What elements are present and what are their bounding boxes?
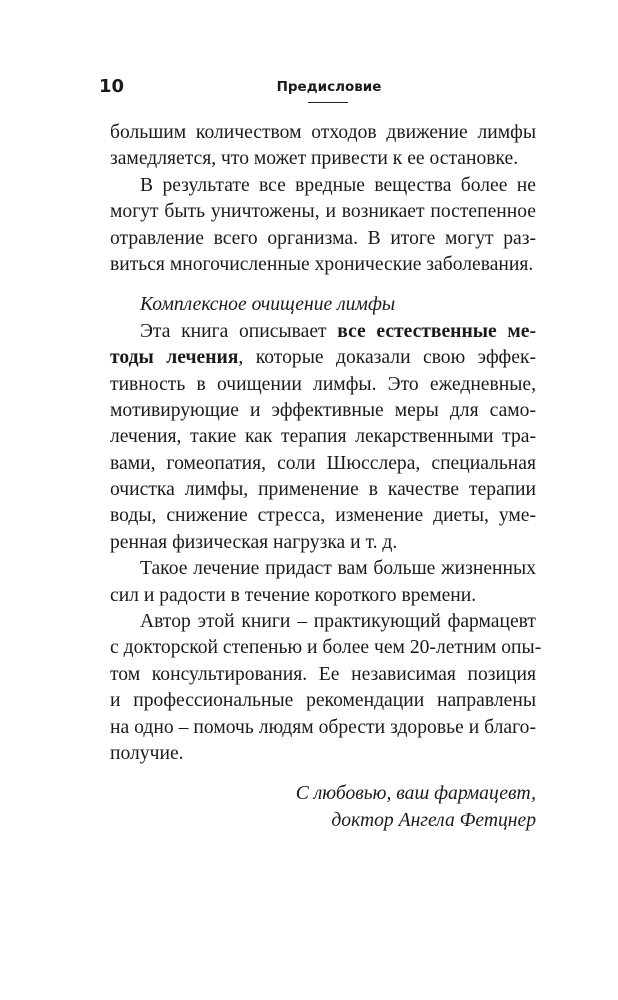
text: С любовью, ваш фармацевт,: [295, 783, 536, 805]
text: очистка лимфы, применение в качестве терапии: [110, 479, 536, 501]
text-line: [110, 199, 536, 225]
text-line: [110, 451, 536, 477]
text-line: [110, 398, 536, 424]
header-divider: [308, 102, 348, 103]
signature-line: [110, 781, 536, 807]
text-line: [110, 146, 536, 172]
text: тивность в очищении лимфы. Это ежедневные,: [110, 373, 536, 395]
text: на одно – помочь людям обрести здоровье и благо-: [110, 716, 536, 738]
text-line: [110, 252, 536, 278]
text: Автор этой книги – практикующий фармацевт: [140, 611, 536, 633]
signature-line: [110, 808, 536, 834]
text-line: [110, 173, 536, 199]
text-line: [110, 319, 536, 345]
text: Комплексное очищение лимфы: [140, 294, 396, 316]
text: ренная физическая нагрузка и т. д.: [110, 531, 398, 553]
text-line: [110, 715, 536, 741]
text: доктор Ангела Фетцнер: [331, 809, 536, 831]
text: мотивирующие и эффективные меры для само-: [110, 399, 536, 421]
text: замедляется, что может привести к ее остановке.: [110, 148, 519, 170]
text: получие.: [110, 742, 184, 764]
text-line: [110, 556, 536, 582]
text: с докторской степенью и более чем 20-летним опы-: [110, 637, 542, 659]
text: воды, снижение стресса, изменение диеты, уме-: [110, 505, 536, 527]
text: лечения, такие как терапия лекарственными тра-: [110, 426, 536, 448]
text-line: [110, 609, 536, 635]
text: том консультирования. Ее независимая позиция: [110, 663, 536, 685]
text-line: [110, 372, 536, 398]
bold-text: все естественные ме-: [337, 320, 536, 342]
text-line: [110, 503, 536, 529]
section-heading: [110, 292, 536, 318]
text: вами, гомеопатия, соли Шюсслера, специальная: [110, 452, 536, 474]
text: и профессиональные рекомендации направлены: [110, 690, 536, 712]
text: В результате все вредные вещества более не: [140, 174, 536, 196]
text: могут быть уничтожены, и возникает постепенное: [110, 201, 536, 223]
text: Эта книга описывает: [140, 320, 338, 342]
text-line: [110, 424, 536, 450]
page-number: 10: [99, 76, 125, 97]
text-line: [110, 741, 536, 767]
text-line: [110, 345, 536, 371]
paragraph-gap: [110, 767, 536, 781]
text-line: [110, 635, 542, 661]
text-line: [110, 226, 536, 252]
text-line: [110, 583, 536, 609]
text-line: [110, 120, 536, 146]
text-line: [110, 688, 536, 714]
text: отравление всего организма. В итоге могут раз-: [110, 227, 536, 249]
text: Такое лечение придаст вам больше жизненных: [140, 558, 536, 580]
running-title: Предисловие: [276, 79, 382, 95]
text: большим количеством отходов движение лимфы: [110, 122, 536, 143]
page-body: [110, 120, 542, 834]
text-line: [110, 662, 536, 688]
text: сил и радости в течение короткого времени.: [110, 584, 477, 606]
text: , которые доказали свою эффек-: [238, 347, 536, 369]
paragraph-gap: [110, 278, 536, 292]
text-line: [110, 530, 536, 556]
bold-text: тоды лечения: [110, 347, 239, 369]
text: виться многочисленные хронические заболевания.: [110, 253, 534, 275]
text-line: [110, 477, 536, 503]
